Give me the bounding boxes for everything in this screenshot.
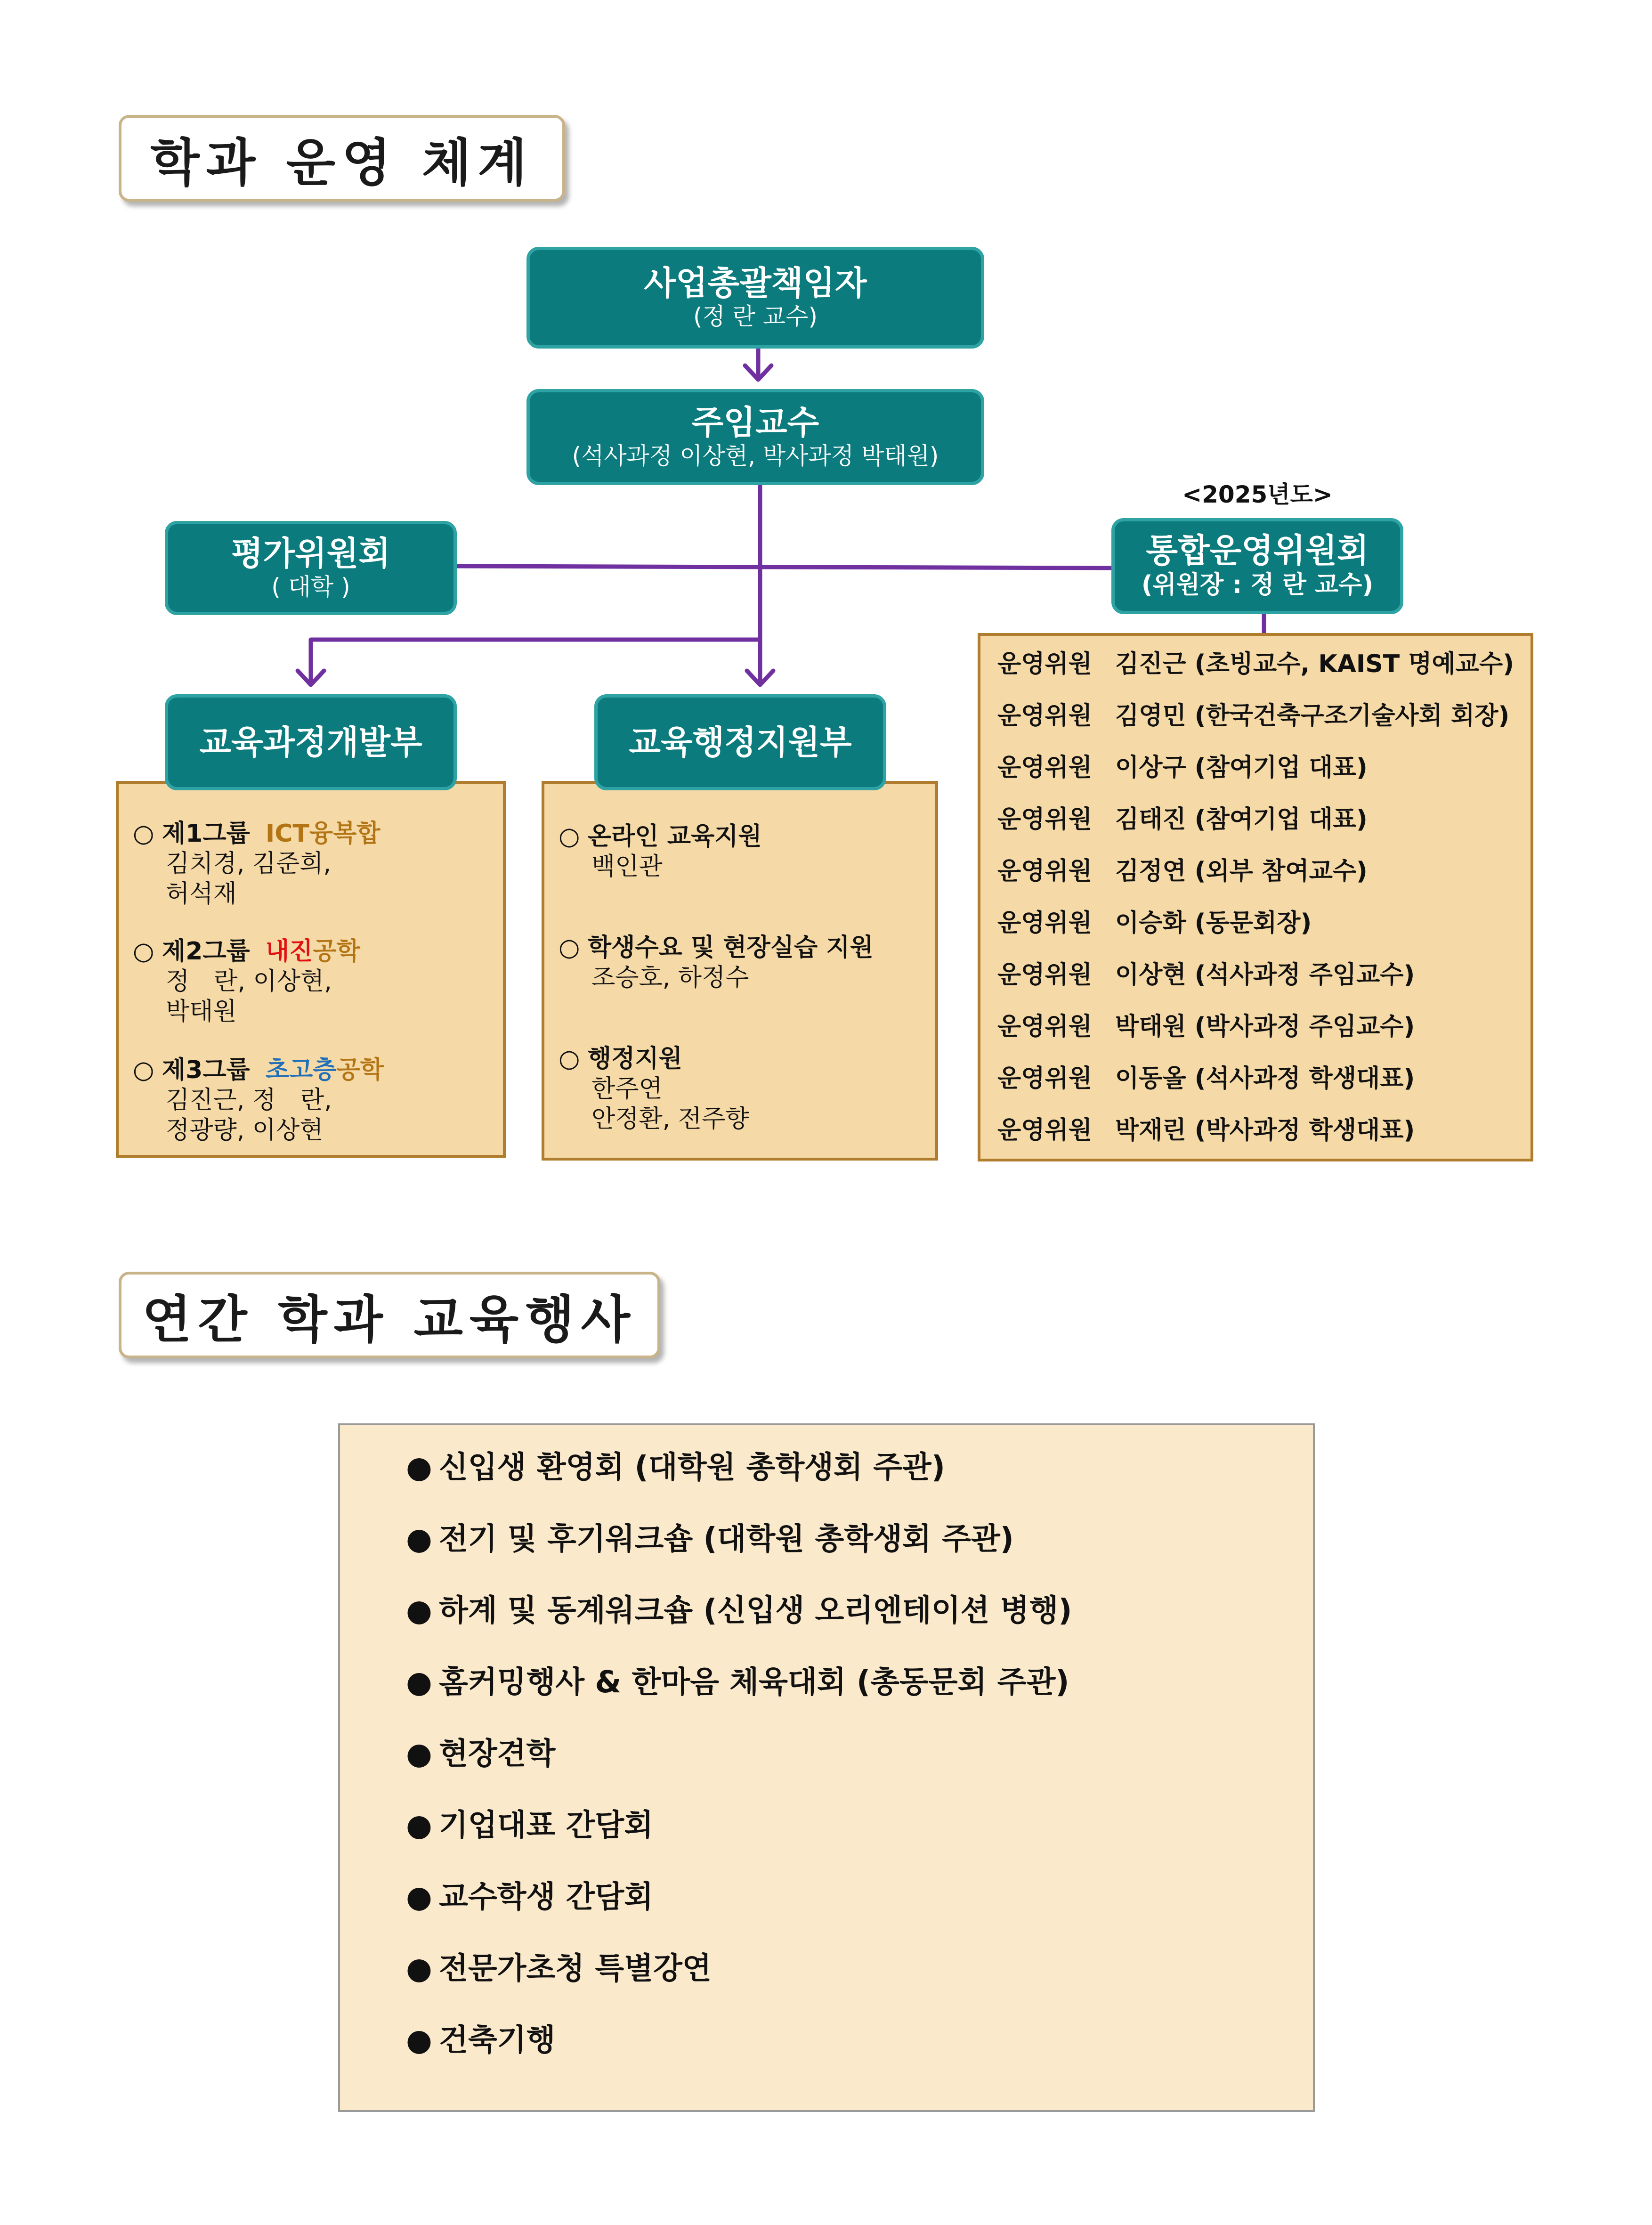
group-symbol: ○ — [559, 1045, 580, 1073]
bullet-icon: ● — [406, 2023, 432, 2058]
council-member — [997, 1012, 1415, 1042]
council-member — [997, 753, 1368, 783]
group-members-line1: 한주연 — [591, 1075, 663, 1103]
connector-eval-council — [455, 566, 1115, 568]
member-name: 김태진 (참여기업 대표) — [1115, 805, 1368, 834]
council-title: 통합운영위원회 — [1146, 531, 1369, 570]
curriculum-box — [165, 694, 457, 790]
member-role: 운영위원 — [997, 1013, 1092, 1041]
group-members-line2: 안정환, 전주향 — [591, 1105, 749, 1133]
event-item — [406, 1950, 712, 1988]
events-panel — [338, 1423, 1315, 2112]
member-name: 이승화 (동문회장) — [1115, 909, 1312, 937]
event-label: 하계 및 동계워크숍 (신입생 오리엔테이션 병행) — [439, 1593, 1072, 1628]
group-label: 제2그룹 — [162, 937, 250, 966]
member-role: 운영위원 — [997, 909, 1092, 937]
curriculum-group-2 — [133, 936, 360, 1027]
group-symbol: ○ — [559, 934, 580, 962]
year-note: <2025년도> — [1182, 481, 1333, 508]
member-role: 운영위원 — [997, 857, 1092, 885]
event-item — [406, 1664, 1069, 1701]
head-professor-title: 주임교수 — [691, 403, 819, 442]
member-name: 박태원 (박사과정 주임교수) — [1115, 1013, 1415, 1041]
council-sub: (위원장 : 정 란 교수) — [1141, 570, 1374, 599]
group-label: 제1그룹 — [162, 820, 250, 848]
member-role: 운영위원 — [997, 754, 1092, 782]
council-member — [997, 1115, 1415, 1145]
bullet-icon: ● — [406, 1593, 432, 1628]
group-field-rest: 공학 — [313, 937, 360, 966]
member-name: 김정연 (외부 참여교수) — [1115, 857, 1368, 885]
council-member — [997, 701, 1509, 731]
council-member — [997, 960, 1415, 990]
member-name: 이상현 (석사과정 주임교수) — [1115, 961, 1415, 989]
event-item — [406, 1520, 1014, 1558]
curriculum-panel — [116, 781, 506, 1158]
event-label: 신입생 환영회 (대학원 총학생회 주관) — [439, 1450, 945, 1485]
curriculum-group-1 — [133, 819, 381, 909]
evaluation-committee-box — [165, 521, 457, 615]
member-role: 운영위원 — [997, 1064, 1092, 1093]
council-members-panel — [978, 633, 1533, 1161]
group-label: 행정지원 — [587, 1045, 682, 1073]
group-field-accent: 내진 — [265, 937, 313, 966]
group-symbol: ○ — [133, 1056, 154, 1084]
bullet-icon: ● — [406, 1808, 432, 1843]
group-members-line1: 정 란, 이상현, — [166, 967, 332, 996]
event-item — [406, 1807, 653, 1844]
admin-panel — [542, 781, 938, 1161]
member-role: 운영위원 — [997, 650, 1092, 678]
group-symbol: ○ — [559, 822, 580, 851]
events-section-title: 연간 학과 교육행사 — [119, 1272, 660, 1358]
group-field-rest: 공학 — [336, 1056, 384, 1084]
event-label: 현장견학 — [439, 1737, 556, 1771]
member-name: 이상구 (참여기업 대표) — [1115, 754, 1368, 782]
group-members-line1: 조승호, 하정수 — [591, 964, 749, 992]
member-name: 김진근 (초빙교수, KAIST 명예교수) — [1115, 650, 1514, 678]
council-member — [997, 1064, 1415, 1094]
group-members-line1: 백인관 — [591, 853, 663, 881]
council-member — [997, 649, 1514, 679]
admin-title: 교육행정지원부 — [629, 723, 852, 762]
group-label: 제3그룹 — [162, 1056, 250, 1084]
curriculum-group-3 — [133, 1055, 384, 1145]
group-members-line2: 허석재 — [166, 880, 237, 908]
director-box — [526, 247, 984, 349]
bullet-icon: ● — [406, 1522, 432, 1557]
council-member — [997, 908, 1312, 938]
event-label: 건축기행 — [439, 2023, 556, 2058]
member-name: 이동올 (석사과정 학생대표) — [1115, 1064, 1415, 1093]
director-sub: (정 란 교수) — [693, 303, 818, 330]
bullet-icon: ● — [406, 1951, 432, 1986]
event-label: 전문가초청 특별강연 — [439, 1951, 712, 1986]
evaluation-committee-sub: ( 대학 ) — [271, 573, 350, 601]
admin-box — [594, 694, 886, 790]
council-member — [997, 804, 1368, 835]
group-members-line1: 김진근, 정 란, — [166, 1086, 332, 1114]
director-title: 사업총괄책임자 — [644, 263, 867, 302]
member-role: 운영위원 — [997, 961, 1092, 989]
event-item — [406, 1449, 945, 1486]
member-role: 운영위원 — [997, 702, 1092, 730]
bullet-icon: ● — [406, 1880, 432, 1915]
connector-to-curriculum — [311, 640, 760, 682]
bullet-icon: ● — [406, 1737, 432, 1771]
event-item — [406, 1878, 653, 1916]
member-name: 김영민 (한국건축구조기술사회 회장) — [1115, 702, 1510, 730]
event-item — [406, 1735, 555, 1773]
event-label: 전기 및 후기워크숍 (대학원 총학생회 주관) — [439, 1522, 1014, 1557]
group-symbol: ○ — [133, 937, 154, 966]
bullet-icon: ● — [406, 1665, 432, 1700]
event-label: 교수학생 간담회 — [439, 1880, 654, 1915]
admin-group-3 — [559, 1044, 749, 1134]
group-members-line1: 김치경, 김준희, — [166, 850, 331, 878]
member-role: 운영위원 — [997, 805, 1092, 834]
evaluation-committee-title: 평가위원회 — [231, 534, 391, 573]
event-label: 홈커밍행사 & 한마음 체육대회 (총동문회 주관) — [439, 1665, 1069, 1700]
group-members-line2: 정광량, 이상현 — [166, 1116, 324, 1145]
group-members-line2: 박태원 — [166, 998, 237, 1026]
group-label: 온라인 교육지원 — [587, 822, 762, 851]
event-item — [406, 2022, 555, 2059]
member-name: 박재린 (박사과정 학생대표) — [1115, 1116, 1415, 1145]
group-field-accent: ICT융복합 — [265, 820, 381, 848]
admin-group-1 — [559, 821, 762, 882]
council-box — [1111, 518, 1403, 614]
group-symbol: ○ — [133, 820, 154, 848]
curriculum-title: 교육과정개발부 — [199, 723, 422, 762]
head-professor-sub: (석사과정 이상현, 박사과정 박태원) — [572, 442, 939, 470]
org-section-title: 학과 운영 체계 — [119, 115, 565, 202]
head-professor-box — [526, 389, 984, 485]
council-member — [997, 856, 1368, 886]
group-label: 학생수요 및 현장실습 지원 — [587, 934, 874, 962]
bullet-icon: ● — [406, 1450, 432, 1485]
group-field-accent: 초고층 — [265, 1056, 337, 1084]
admin-group-2 — [559, 933, 874, 993]
event-label: 기업대표 간담회 — [439, 1808, 654, 1843]
event-item — [406, 1592, 1072, 1630]
member-role: 운영위원 — [997, 1116, 1092, 1145]
